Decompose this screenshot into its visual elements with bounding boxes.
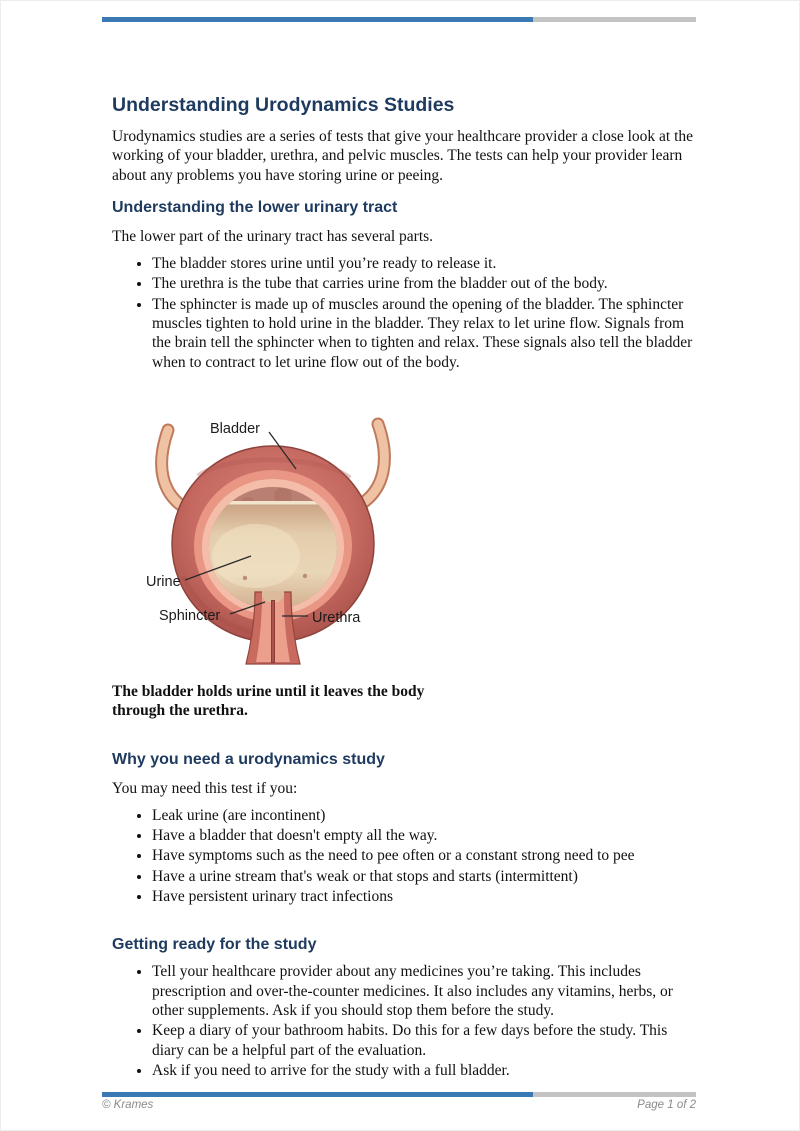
why-you-need-list — [112, 806, 696, 906]
list-item: • Have symptoms such as the need to pee often or a constant strong need to pee — [152, 846, 696, 865]
figure-caption: The bladder holds urine until it leaves the body through the urethra. — [112, 682, 425, 720]
list-item: • The urethra is the tube that carries urine from the bladder out of the body. — [152, 274, 696, 293]
sphincter-label: Sphincter — [159, 607, 221, 624]
list-item: • Ask if you need to arrive for the study with a full bladder. — [152, 1061, 696, 1080]
urine-label: Urine — [146, 573, 181, 590]
section-lead-why-you-need: You may need this test if you: — [112, 779, 298, 797]
section-heading-getting-ready: Getting ready for the study — [112, 936, 317, 954]
bladder-label: Bladder — [210, 420, 260, 437]
list-item: • Have persistent urinary tract infections — [152, 887, 696, 906]
header-rule — [102, 17, 696, 22]
list-item: • Keep a diary of your bathroom habits. Do this for a few days before the study. This diary can be a helpful part of the evaluation. — [152, 1021, 696, 1060]
footer-rule-gray-segment — [533, 1092, 696, 1097]
list-item: • Have a urine stream that's weak or that stops and starts (intermittent) — [152, 867, 696, 886]
intro-paragraph: Urodynamics studies are a series of tests that give your healthcare provider a close look at the working of your bladder, urethra, and pelvic muscles. The tests can help your provider learn about any problems you have storing urine or peeing. — [112, 128, 694, 184]
header-rule-blue-segment — [102, 17, 533, 22]
list-item: • Tell your healthcare provider about any medicines you’re taking. This includes prescription and over-the-counter medicines. It also includes any vitamins, herbs, or other supplements. Ask if you should stop them before the study. — [152, 962, 696, 1020]
section-heading-why-you-need: Why you need a urodynamics study — [112, 750, 385, 768]
list-item: • The bladder stores urine until you’re ready to release it. — [152, 254, 696, 273]
header-rule-gray-segment — [533, 17, 696, 22]
urethra-label: Urethra — [312, 609, 361, 626]
page-number: Page 1 of 2 — [637, 1099, 696, 1111]
right-ureter — [358, 424, 384, 506]
section-heading-lower-urinary-tract: Understanding the lower urinary tract — [112, 198, 398, 216]
page-footer — [102, 1099, 696, 1111]
page-title: Understanding Urodynamics Studies — [112, 94, 455, 116]
footer-rule-blue-segment — [102, 1092, 533, 1097]
lower-urinary-tract-list — [112, 254, 696, 372]
footer-rule — [102, 1092, 696, 1097]
list-item: • Have a bladder that doesn't empty all the way. — [152, 826, 696, 845]
list-item: • The sphincter is made up of muscles around the opening of the bladder. The sphincter muscles tighten to hold urine in the bladder. They relax to let urine flow. Signals from the brain tell the sphincter when to tighten and relax. These signals also tell the bladder when to contract to let urine flow out of the body. — [152, 295, 696, 372]
list-item: • Leak urine (are incontinent) — [152, 806, 696, 825]
bladder-illustration — [138, 406, 408, 676]
bladder-anatomy-figure — [138, 406, 408, 671]
section-lead-lower-urinary-tract: The lower part of the urinary tract has several parts. — [112, 227, 434, 245]
copyright-text: © Krames — [102, 1099, 154, 1111]
getting-ready-list — [112, 962, 696, 1080]
